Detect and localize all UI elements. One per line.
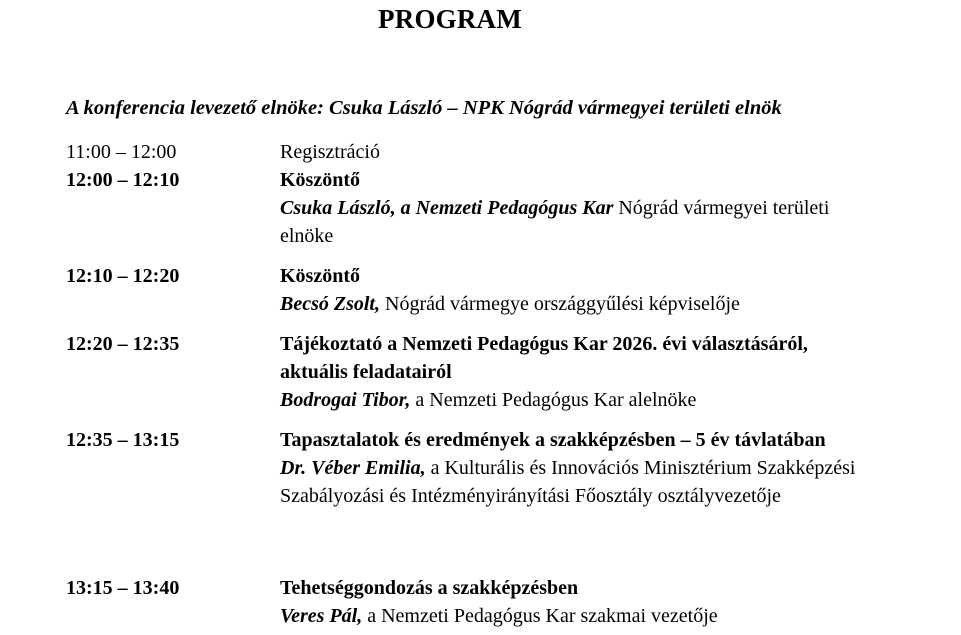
page-title: PROGRAM <box>378 4 522 34</box>
item-speaker: Becsó Zsolt, <box>280 293 380 315</box>
item-description <box>280 330 880 414</box>
item-speaker-block <box>280 386 880 414</box>
item-title: Köszöntő <box>280 265 360 287</box>
item-title: Tehetséggondozás a szakképzésben <box>280 577 579 599</box>
item-description <box>280 262 880 318</box>
item-description <box>280 574 880 630</box>
item-time: 12:20 – 12:35 <box>66 333 180 355</box>
item-speaker-block <box>280 602 880 630</box>
item-speaker: Dr. Véber Emilia, <box>280 457 426 479</box>
item-speaker-block <box>280 290 880 318</box>
item-title: Regisztráció <box>280 141 380 163</box>
item-time: 13:15 – 13:40 <box>66 577 180 599</box>
item-time: 12:00 – 12:10 <box>66 169 180 191</box>
item-description <box>280 426 880 510</box>
item-role: a Nemzeti Pedagógus Kar alelnöke <box>410 389 697 411</box>
item-description <box>280 166 880 250</box>
conference-chair-line: A konferencia levezető elnöke: Csuka László – NPK Nógrád vármegyei területi elnök <box>66 97 782 119</box>
item-time: 12:35 – 13:15 <box>66 429 180 451</box>
item-time: 12:10 – 12:20 <box>66 265 180 287</box>
item-description <box>280 138 880 166</box>
item-speaker: Veres Pál, <box>280 605 363 627</box>
item-time: 11:00 – 12:00 <box>66 141 177 163</box>
item-speaker-block <box>280 194 880 250</box>
item-role: a Nemzeti Pedagógus Kar szakmai vezetője <box>362 605 718 627</box>
item-title: Tájékoztató a Nemzeti Pedagógus Kar 2026. évi választásáról, aktuális feladatairól <box>280 333 808 383</box>
item-title: Köszöntő <box>280 169 360 191</box>
item-role: Nógrád vármegye országgyűlési képviselője <box>380 293 740 315</box>
item-title: Tapasztalatok és eredmények a szakképzésben – 5 év távlatában <box>280 429 826 451</box>
item-role: Nógrád vármegyei területi elnöke <box>280 197 830 247</box>
item-speaker: Csuka László, a Nemzeti Pedagógus Kar <box>280 197 614 219</box>
item-role: a Kulturális és Innovációs Minisztérium Szakképzési Szabályozási és Intézményirányítási Főosztály osztályvezetője <box>280 457 856 507</box>
item-speaker-block <box>280 454 880 510</box>
item-speaker: Bodrogai Tibor, <box>280 389 411 411</box>
